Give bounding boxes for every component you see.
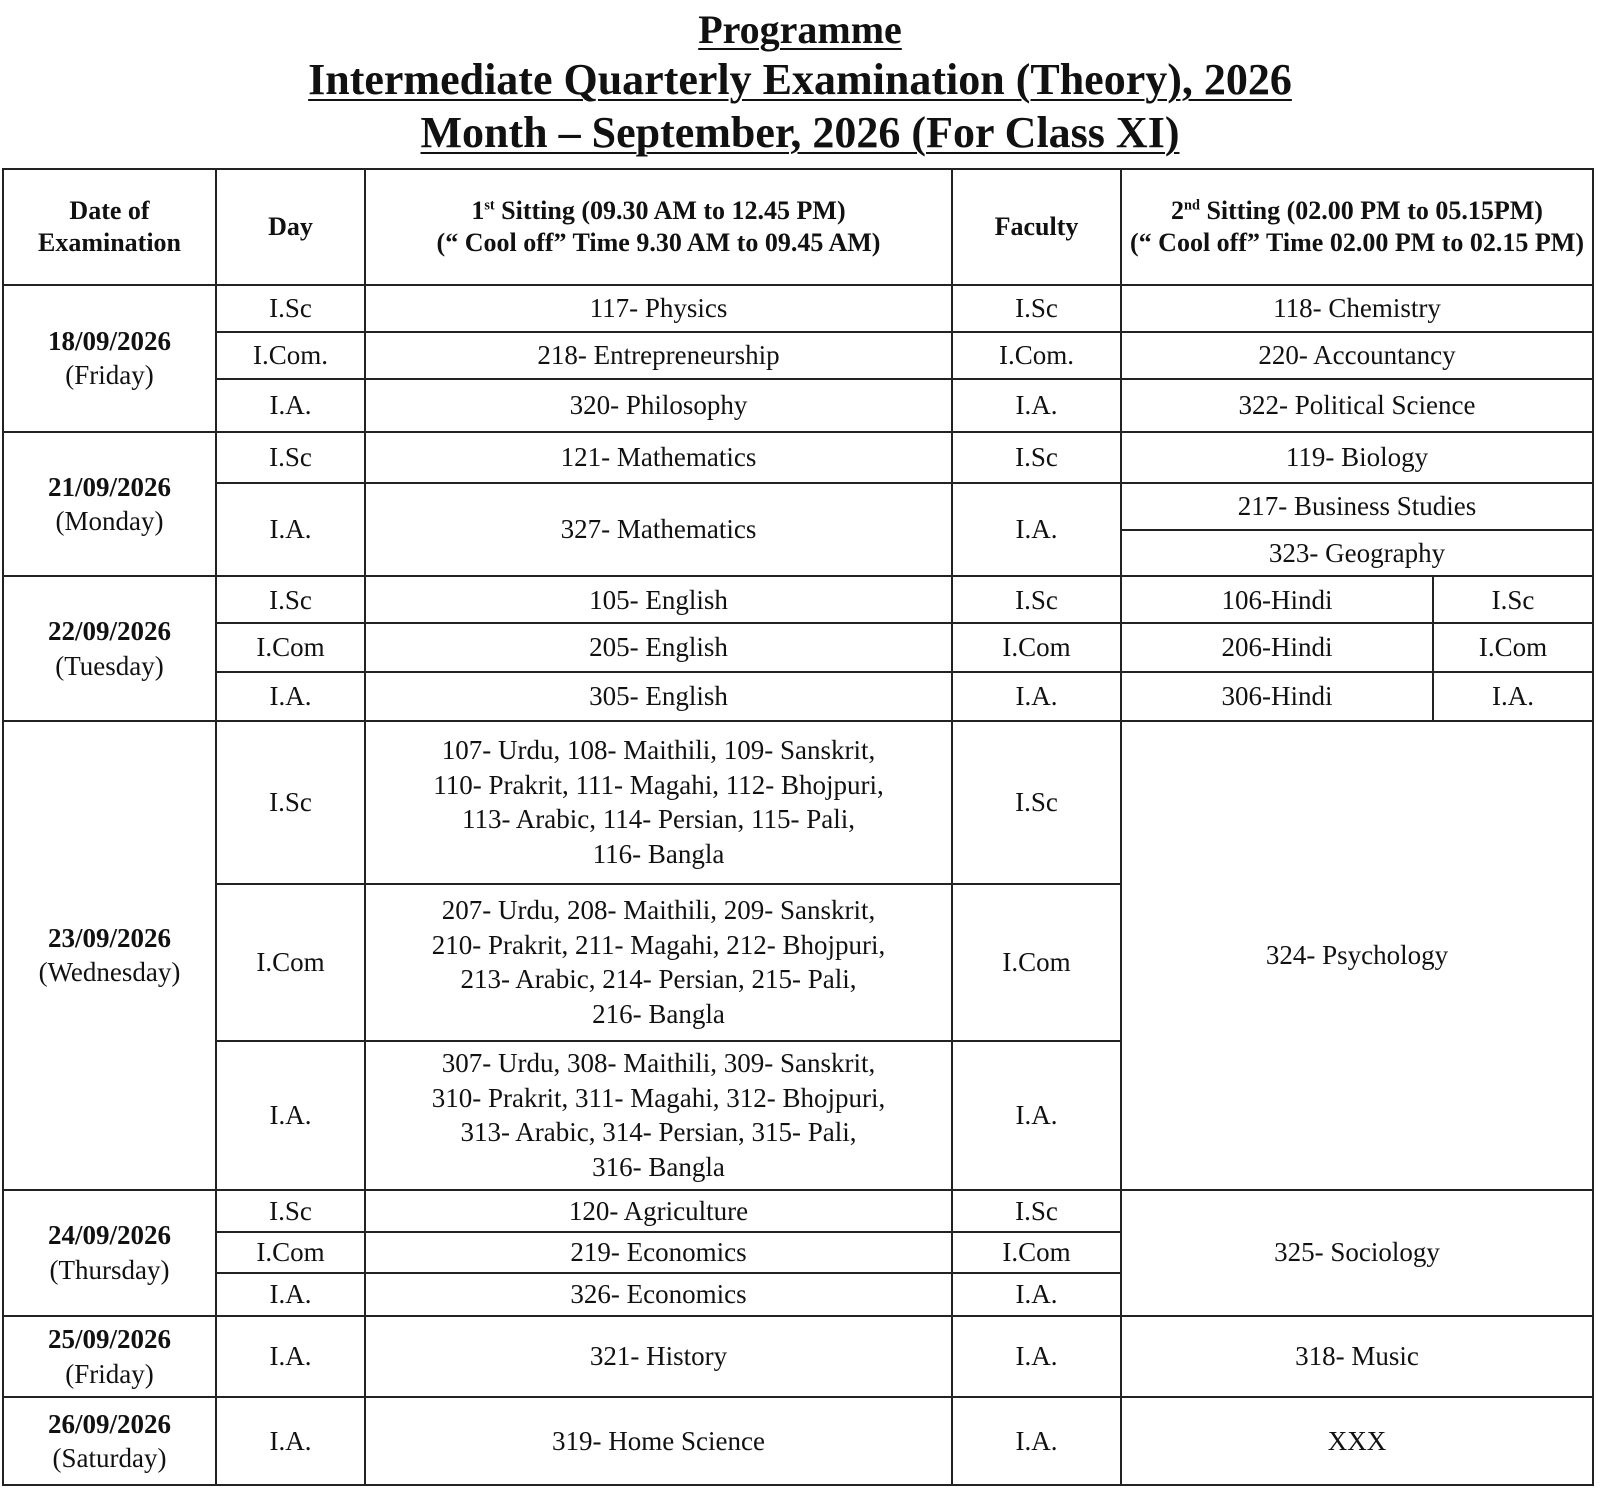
second-sitting-subject: 119- Biology: [1121, 432, 1593, 483]
subject-line: 316- Bangla: [592, 1151, 725, 1182]
faculty-cell: I.A.: [952, 483, 1121, 577]
table-row: [3, 332, 1593, 379]
stream-cell: I.Sc: [216, 285, 365, 332]
first-sitting-subject-list: [365, 721, 952, 884]
first-sitting-subject: 320- Philosophy: [365, 379, 952, 432]
exam-date: 26/09/2026: [47, 1408, 171, 1439]
subject-line: 216- Bangla: [592, 998, 725, 1029]
second-sitting-subject: 217- Business Studies: [1121, 483, 1593, 530]
exam-date: 22/09/2026: [47, 616, 171, 647]
subject-line: 210- Prakrit, 211- Magahi, 212- Bhojpuri,: [431, 929, 886, 960]
second-faculty-cell: I.Com: [1433, 623, 1593, 672]
first-sitting-subject: 321- History: [365, 1316, 952, 1397]
stream-cell: I.Sc: [216, 1190, 365, 1233]
subject-line: 310- Prakrit, 311- Magahi, 312- Bhojpuri,: [431, 1082, 886, 1113]
second-sitting-subject: 206-Hindi: [1121, 623, 1433, 672]
first-sitting-subject-list: [365, 1041, 952, 1190]
table-row: [3, 483, 1593, 530]
subject-line: 110- Prakrit, 111- Magahi, 112- Bhojpuri,: [433, 769, 884, 800]
second-sitting-cooloff: (“ Cool off” Time 02.00 PM to 02.15 PM): [1130, 228, 1584, 258]
second-sitting-subject: 325- Sociology: [1121, 1190, 1593, 1316]
date-cell: [3, 1397, 216, 1485]
faculty-cell: I.A.: [952, 1041, 1121, 1190]
faculty-cell: I.Sc: [952, 721, 1121, 884]
stream-cell: I.Com: [216, 1232, 365, 1273]
exam-date: 18/09/2026: [47, 325, 171, 356]
first-sitting-number: 1: [471, 195, 485, 225]
faculty-cell: I.A.: [952, 1316, 1121, 1397]
exam-weekday: (Saturday): [52, 1443, 167, 1474]
first-sitting-subject: 305- English: [365, 672, 952, 721]
faculty-cell: I.A.: [952, 1273, 1121, 1316]
first-sitting-title: Sitting (09.30 AM to 12.45 PM): [494, 195, 846, 225]
subject-line: 116- Bangla: [592, 839, 725, 870]
faculty-cell: I.A.: [952, 672, 1121, 721]
faculty-cell: I.Sc: [952, 576, 1121, 623]
subject-line: 313- Arabic, 314- Persian, 315- Pali,: [460, 1117, 857, 1148]
table-row: [3, 721, 1593, 884]
date-cell: [3, 576, 216, 721]
first-sitting-subject: 205- English: [365, 623, 952, 672]
first-sitting-subject: 218- Entrepreneurship: [365, 332, 952, 379]
second-faculty-cell: I.A.: [1433, 672, 1593, 721]
first-sitting-subject: 327- Mathematics: [365, 483, 952, 577]
second-sitting-title: Sitting (02.00 PM to 05.15PM): [1199, 195, 1543, 225]
exam-date: 21/09/2026: [47, 471, 171, 502]
subject-line: 207- Urdu, 208- Maithili, 209- Sanskrit,: [441, 895, 876, 926]
first-sitting-subject: 219- Economics: [365, 1232, 952, 1273]
stream-cell: I.Com: [216, 623, 365, 672]
table-row: [3, 1316, 1593, 1397]
header-row: [3, 169, 1593, 285]
exam-weekday: (Monday): [55, 506, 164, 537]
second-sitting-subject: XXX: [1121, 1397, 1593, 1485]
second-sitting-subject: 323- Geography: [1121, 530, 1593, 577]
second-sitting-subject: 106-Hindi: [1121, 576, 1433, 623]
second-sitting-subject: 118- Chemistry: [1121, 285, 1593, 332]
stream-cell: I.Sc: [216, 432, 365, 483]
stream-cell: I.A.: [216, 672, 365, 721]
first-sitting-cooloff: (“ Cool off” Time 9.30 AM to 09.45 AM): [436, 228, 881, 258]
first-sitting-subject: 105- English: [365, 576, 952, 623]
date-cell: [3, 721, 216, 1190]
table-row: [3, 285, 1593, 332]
first-sitting-subject: 120- Agriculture: [365, 1190, 952, 1233]
date-cell: [3, 285, 216, 432]
exam-schedule-table: [2, 168, 1594, 1486]
table-row: [3, 432, 1593, 483]
exam-weekday: (Tuesday): [55, 650, 164, 681]
first-sitting-subject: 117- Physics: [365, 285, 952, 332]
stream-cell: I.Com: [216, 884, 365, 1041]
table-row: [3, 623, 1593, 672]
faculty-cell: I.Sc: [952, 1190, 1121, 1233]
first-sitting-subject: 326- Economics: [365, 1273, 952, 1316]
first-sitting-subject: 319- Home Science: [365, 1397, 952, 1485]
second-sitting-subject: 306-Hindi: [1121, 672, 1433, 721]
date-cell: [3, 1190, 216, 1316]
faculty-cell: I.Com: [952, 1232, 1121, 1273]
stream-cell: I.A.: [216, 483, 365, 577]
second-sitting-subject: 322- Political Science: [1121, 379, 1593, 432]
stream-cell: I.A.: [216, 1316, 365, 1397]
second-sitting-subject: 220- Accountancy: [1121, 332, 1593, 379]
faculty-cell: I.Com: [952, 884, 1121, 1041]
second-sitting-subject: 324- Psychology: [1121, 721, 1593, 1190]
table-row: [3, 379, 1593, 432]
faculty-cell: I.Sc: [952, 432, 1121, 483]
stream-cell: I.A.: [216, 1041, 365, 1190]
first-sitting-subject-list: [365, 884, 952, 1041]
title-examination: Intermediate Quarterly Examination (Theory), 2026: [308, 55, 1292, 104]
second-sitting-number: 2: [1171, 195, 1185, 225]
subject-line: 213- Arabic, 214- Persian, 215- Pali,: [460, 964, 857, 995]
title-month: Month – September, 2026 (For Class XI): [420, 107, 1180, 157]
faculty-cell: I.Com.: [952, 332, 1121, 379]
exam-date: 25/09/2026: [47, 1323, 171, 1354]
faculty-cell: I.Com: [952, 623, 1121, 672]
table-row: [3, 672, 1593, 721]
table-row: [3, 1190, 1593, 1233]
second-sitting-subject: 318- Music: [1121, 1316, 1593, 1397]
stream-cell: I.Sc: [216, 576, 365, 623]
header-second-sitting: [1121, 169, 1593, 285]
date-cell: [3, 1316, 216, 1397]
table-row: [3, 1397, 1593, 1485]
second-faculty-cell: I.Sc: [1433, 576, 1593, 623]
subject-line: 113- Arabic, 114- Persian, 115- Pali,: [462, 804, 855, 835]
second-sitting-suffix: nd: [1184, 196, 1200, 213]
header-day: Day: [216, 169, 365, 285]
exam-weekday: (Friday): [65, 1358, 154, 1389]
exam-date: 23/09/2026: [47, 922, 171, 953]
faculty-cell: I.A.: [952, 1397, 1121, 1485]
stream-cell: I.A.: [216, 379, 365, 432]
date-cell: [3, 432, 216, 577]
subject-line: 307- Urdu, 308- Maithili, 309- Sanskrit,: [441, 1048, 876, 1079]
table-row: [3, 576, 1593, 623]
faculty-cell: I.Sc: [952, 285, 1121, 332]
stream-cell: I.Sc: [216, 721, 365, 884]
subject-line: 107- Urdu, 108- Maithili, 109- Sanskrit,: [441, 735, 876, 766]
first-sitting-suffix: st: [484, 196, 495, 213]
stream-cell: I.A.: [216, 1273, 365, 1316]
stream-cell: I.Com.: [216, 332, 365, 379]
faculty-cell: I.A.: [952, 379, 1121, 432]
exam-weekday: (Thursday): [49, 1254, 170, 1285]
title-programme: Programme: [698, 7, 902, 52]
stream-cell: I.A.: [216, 1397, 365, 1485]
header-first-sitting: [365, 169, 952, 285]
first-sitting-subject: 121- Mathematics: [365, 432, 952, 483]
exam-weekday: (Wednesday): [38, 957, 181, 988]
document-title-block: [0, 6, 1600, 160]
header-date: Date of Examination: [3, 169, 216, 285]
header-faculty: Faculty: [952, 169, 1121, 285]
exam-date: 24/09/2026: [47, 1220, 171, 1251]
exam-weekday: (Friday): [65, 360, 154, 391]
